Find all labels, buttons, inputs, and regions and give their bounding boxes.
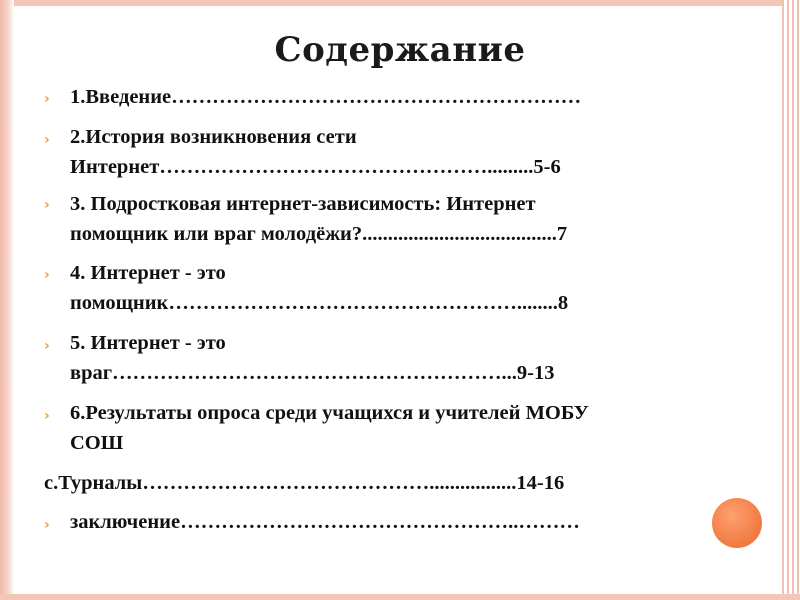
list-item [70, 122, 561, 182]
list-item-line: 1.Введение…………………………………………………… [70, 86, 582, 108]
list-item-line: СОШ [70, 432, 124, 454]
accent-circle [712, 498, 762, 548]
list-item-line: помощник или враг молодёжи?......................................7 [70, 223, 568, 245]
list-item [70, 328, 554, 388]
list-item [44, 468, 564, 498]
list-item-line: помощник……………………………………………........8 [70, 292, 569, 314]
list-item-line: заключение…………………………………………..……… [70, 511, 580, 533]
list-item-line: враг…………………………………………………...9-13 [70, 362, 555, 384]
list-item-line: с.Турналы…………………………………….................14-16 [44, 472, 565, 494]
chevron-bullet-icon: › [44, 91, 50, 107]
chevron-bullet-icon: › [44, 517, 50, 533]
list-item [70, 258, 568, 318]
chevron-bullet-icon: › [44, 132, 50, 148]
list-item-line: 5. Интернет - это [70, 332, 226, 354]
list-item-line: 3. Подростковая интернет-зависимость: Интернет [70, 193, 536, 215]
slide-title: Содержание [274, 30, 526, 70]
list-item [70, 398, 589, 458]
list-item-line: 6.Результаты опроса среди учащихся и учителей МОБУ [70, 402, 589, 424]
list-item [70, 189, 567, 249]
chevron-bullet-icon: › [44, 338, 50, 354]
list-item [70, 507, 580, 537]
chevron-bullet-icon: › [44, 267, 50, 283]
list-item-line: 2.История возникновения сети [70, 126, 357, 148]
chevron-bullet-icon: › [44, 408, 50, 424]
list-item-line: Интернет………………………………………….........5-6 [70, 156, 561, 178]
list-item [70, 82, 581, 112]
list-item-line: 4. Интернет - это [70, 262, 226, 284]
chevron-bullet-icon: › [44, 197, 50, 213]
